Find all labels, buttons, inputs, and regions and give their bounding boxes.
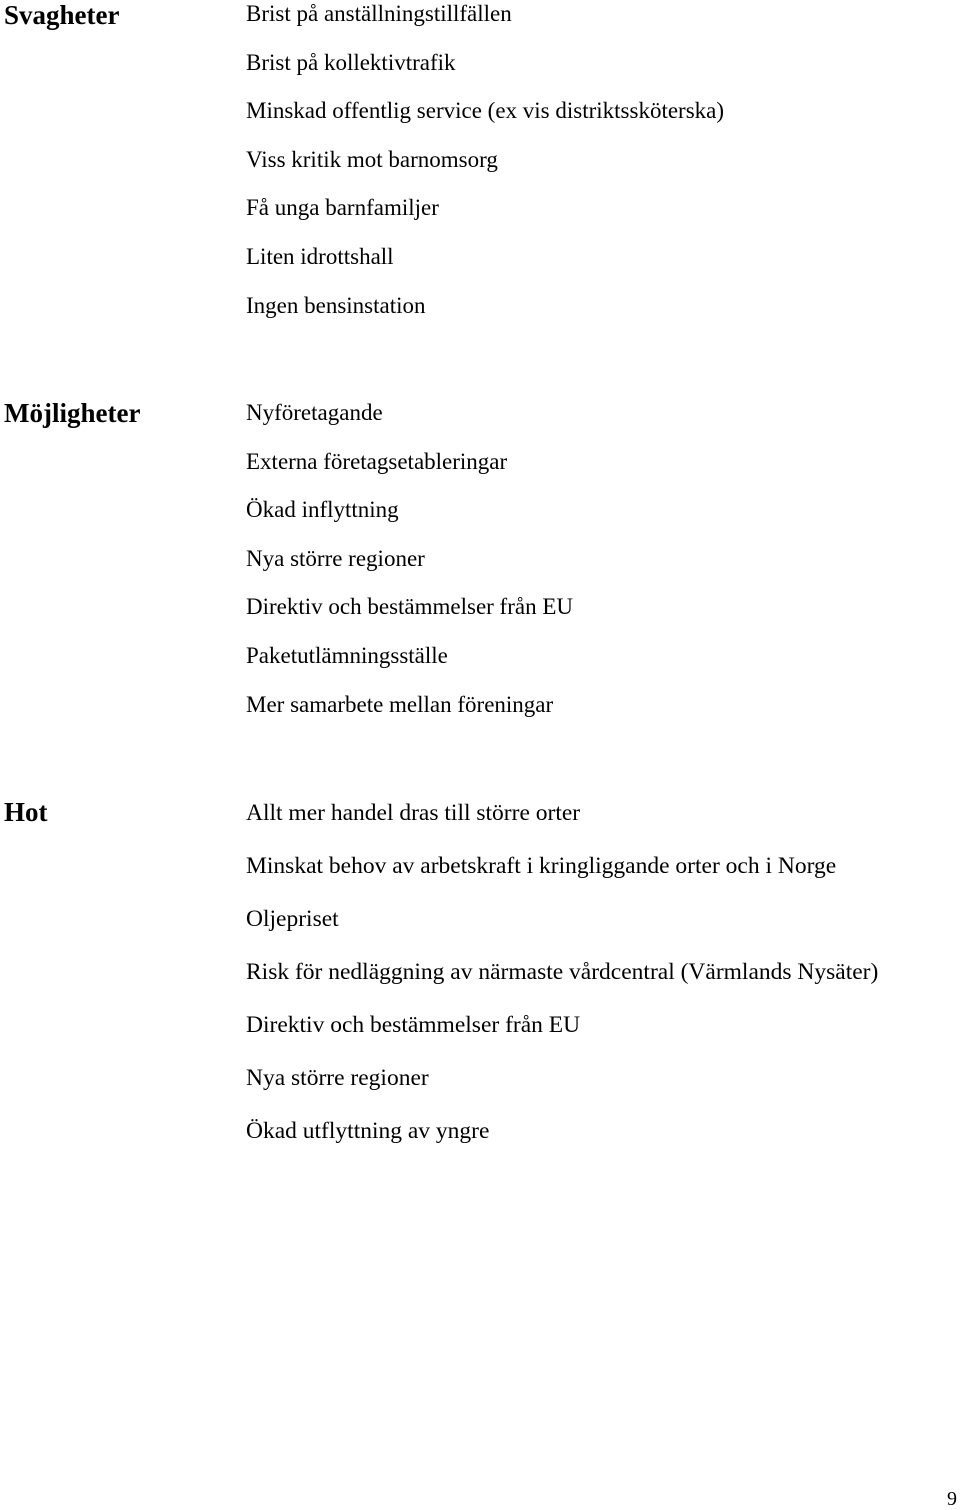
- item-list: [246, 0, 724, 340]
- list-item: Ökad utflyttning av yngre: [246, 1118, 490, 1144]
- item-list: [246, 398, 573, 738]
- list-item: Oljepriset: [246, 906, 339, 932]
- list-item: Direktiv och bestämmelser från EU: [246, 594, 573, 620]
- list-item: Allt mer handel dras till större orter: [246, 800, 581, 826]
- item-list: [246, 797, 878, 1168]
- section-heading: Svagheter: [4, 0, 120, 30]
- page-number: 9: [947, 1488, 957, 1510]
- list-item: Direktiv och bestämmelser från EU: [246, 1012, 581, 1038]
- list-item: Mer samarbete mellan föreningar: [246, 691, 554, 717]
- list-item: Brist på anställningstillfällen: [246, 1, 512, 26]
- list-item: Få unga barnfamiljer: [246, 195, 439, 221]
- list-item: Minskad offentlig service (ex vis distriktssköterska): [246, 98, 725, 124]
- list-item: Minskat behov av arbetskraft i kringliggande orter och i Norge: [246, 853, 837, 879]
- list-item: Viss kritik mot barnomsorg: [246, 146, 498, 172]
- list-item: Ökad inflyttning: [246, 497, 399, 523]
- list-item: Paketutlämningsställe: [246, 642, 448, 668]
- section-heading: Hot: [4, 797, 48, 827]
- list-item: Risk för nedläggning av närmaste vårdcentral (Värmlands Nysäter): [246, 959, 879, 985]
- list-item: Externa företagsetableringar: [246, 448, 508, 474]
- list-item: Nyföretagande: [246, 400, 383, 425]
- section-heading: Möjligheter: [4, 398, 141, 428]
- list-item: Brist på kollektivtrafik: [246, 49, 456, 75]
- list-item: Nya större regioner: [246, 1065, 429, 1091]
- list-item: Nya större regioner: [246, 545, 425, 571]
- list-item: Liten idrottshall: [246, 243, 394, 269]
- list-item: Ingen bensinstation: [246, 292, 426, 318]
